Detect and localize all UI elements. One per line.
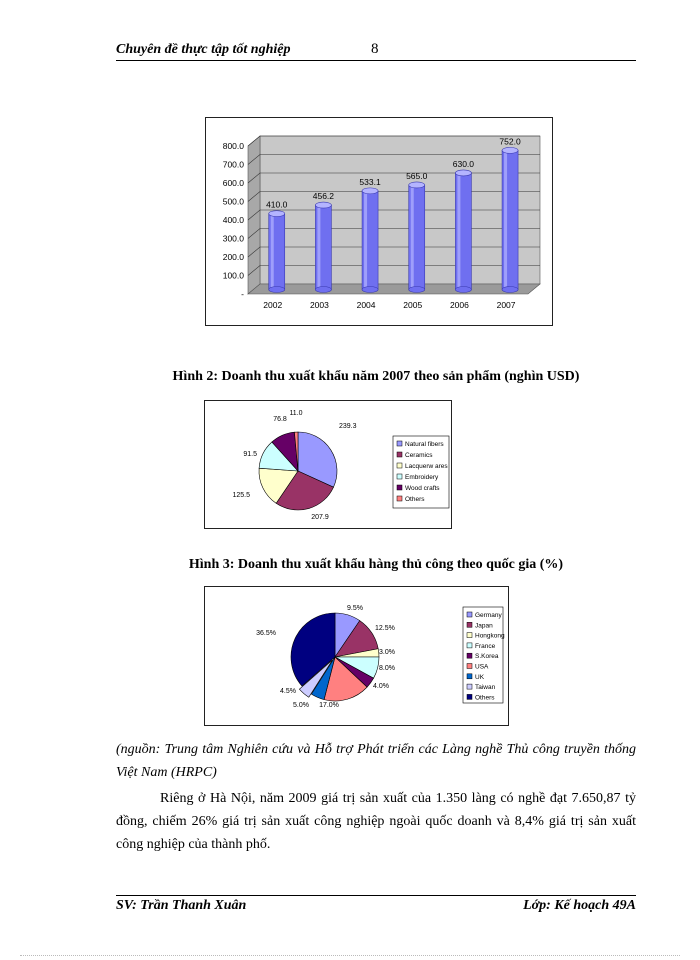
y-tick-label: - bbox=[241, 289, 244, 299]
bar bbox=[362, 188, 378, 293]
bar bbox=[269, 211, 285, 293]
legend-label: Ceramics bbox=[405, 452, 433, 459]
bar-top bbox=[269, 211, 285, 217]
legend-label: S.Korea bbox=[475, 653, 499, 661]
legend-label: Lacquerw ares bbox=[405, 463, 448, 470]
legend-label: USA bbox=[475, 663, 489, 671]
legend-label: Taiwan bbox=[475, 684, 496, 692]
legend-label: Hongkong bbox=[475, 632, 505, 640]
bar-highlight bbox=[271, 214, 274, 290]
y-tick-label: 500.0 bbox=[222, 196, 244, 207]
legend-swatch bbox=[397, 463, 402, 468]
bar-chart bbox=[206, 118, 552, 325]
bar-top bbox=[502, 147, 518, 153]
bar-data-label: 410.0 bbox=[266, 199, 288, 210]
legend-label: France bbox=[475, 642, 496, 650]
bar-highlight bbox=[364, 191, 367, 290]
bar bbox=[315, 202, 331, 292]
legend-swatch bbox=[467, 612, 472, 617]
chart-floor bbox=[248, 284, 540, 294]
bar-highlight bbox=[411, 185, 414, 290]
bar-base bbox=[269, 287, 285, 293]
bar-top bbox=[362, 188, 378, 194]
legend-label: Others bbox=[405, 496, 425, 503]
bar bbox=[502, 147, 518, 292]
document-title: Chuyên đề thực tập tốt nghiệp bbox=[116, 42, 291, 57]
pie-data-label: 12.5% bbox=[375, 625, 395, 632]
body-paragraph: Riêng ở Hà Nội, năm 2009 giá trị sản xuất của 1.350 làng có nghề đạt 7.650,87 tỷ đồng, chiếm 26% giá trị sản xuất công nghiệp ngoài quốc doanh và 8,4% giá trị sản xuất công nghiệp của thành phố. bbox=[116, 791, 636, 852]
y-tick-label: 600.0 bbox=[222, 178, 244, 188]
footer-class: Lớp: Kế hoạch 49A bbox=[523, 898, 636, 913]
legend-swatch bbox=[397, 474, 402, 479]
pie-data-label: 36.5% bbox=[256, 630, 276, 637]
bar-base bbox=[315, 287, 331, 293]
y-tick-label: 100.0 bbox=[222, 270, 244, 281]
bar-chart-box bbox=[205, 117, 553, 326]
pie-data-label: 4.0% bbox=[373, 683, 389, 690]
legend-swatch bbox=[467, 643, 472, 648]
bar-highlight bbox=[317, 205, 320, 289]
bar-data-label: 456.2 bbox=[312, 191, 335, 202]
x-tick-label: 2004 bbox=[356, 300, 376, 310]
pie-data-label: 207.9 bbox=[311, 514, 329, 521]
bar bbox=[455, 170, 471, 293]
x-tick-label: 2007 bbox=[496, 300, 516, 310]
country-pie-chart bbox=[205, 587, 508, 725]
pie-data-label: 239.3 bbox=[339, 423, 357, 430]
pie-data-label: 76.8 bbox=[273, 416, 287, 423]
country-pie-chart-box bbox=[204, 586, 509, 726]
x-tick-label: 2005 bbox=[403, 300, 423, 310]
legend-swatch bbox=[397, 452, 402, 457]
source-note: (nguồn: Trung tâm Nghiên cứu và Hỗ trợ Phát triển các Làng nghề Thủ công truyền thống Việt Nam (HRPC) bbox=[116, 742, 636, 780]
legend-label: Wood crafts bbox=[405, 485, 440, 492]
y-tick-label: 200.0 bbox=[222, 252, 244, 262]
pie-data-label: 8.0% bbox=[379, 665, 395, 672]
y-tick-label: 400.0 bbox=[222, 215, 244, 225]
bar-data-label: 752.0 bbox=[499, 136, 521, 147]
figure-3-caption: Hình 3: Doanh thu xuất khẩu hàng thủ công theo quốc gia (%) bbox=[188, 557, 564, 572]
legend-swatch bbox=[397, 496, 402, 501]
figure-2-caption: Hình 2: Doanh thu xuất khẩu năm 2007 theo sản phẩm (nghìn USD) bbox=[172, 369, 580, 384]
legend-swatch bbox=[467, 633, 472, 638]
legend-swatch bbox=[397, 441, 402, 446]
footer-student: SV: Trần Thanh Xuân bbox=[116, 898, 247, 913]
y-tick-label: 700.0 bbox=[222, 159, 244, 170]
pie-data-label: 125.5 bbox=[232, 492, 250, 499]
bottom-dotted-line bbox=[20, 955, 680, 956]
bar bbox=[409, 182, 425, 293]
pie-data-label: 5.0% bbox=[293, 702, 309, 709]
legend-swatch bbox=[467, 653, 472, 658]
legend-swatch bbox=[467, 664, 472, 669]
legend-swatch bbox=[467, 694, 472, 699]
legend-label: UK bbox=[475, 673, 485, 681]
bar-data-label: 565.0 bbox=[406, 170, 428, 181]
pie-data-label: 17.0% bbox=[319, 702, 339, 709]
bar-base bbox=[362, 287, 378, 293]
bar-base bbox=[409, 287, 425, 293]
bar-top bbox=[409, 182, 425, 188]
legend-swatch bbox=[467, 622, 472, 627]
y-tick-label: 300.0 bbox=[222, 233, 244, 244]
pie-data-label: 3.0% bbox=[379, 649, 395, 656]
x-tick-label: 2003 bbox=[309, 300, 329, 310]
legend-label: Germany bbox=[475, 612, 502, 619]
y-tick-label: 800.0 bbox=[222, 141, 244, 151]
x-tick-label: 2006 bbox=[449, 300, 469, 310]
legend-label: Others bbox=[475, 694, 495, 702]
bar-data-label: 630.0 bbox=[452, 158, 475, 169]
bar-data-label: 533.1 bbox=[359, 176, 381, 187]
pie-data-label: 91.5 bbox=[243, 451, 257, 458]
product-pie-chart bbox=[205, 401, 451, 528]
bar-highlight bbox=[504, 150, 507, 289]
bar-top bbox=[455, 170, 471, 176]
legend-label: Natural fibers bbox=[405, 441, 444, 448]
legend-label: Japan bbox=[475, 622, 493, 630]
bar-highlight bbox=[457, 173, 460, 290]
bar-base bbox=[502, 287, 518, 293]
pie-data-label: 4.5% bbox=[280, 688, 296, 695]
pie-data-label: 9.5% bbox=[347, 605, 363, 612]
legend-label: Embroidery bbox=[405, 474, 439, 481]
bar-base bbox=[455, 287, 471, 293]
product-pie-chart-box bbox=[204, 400, 452, 529]
legend-swatch bbox=[467, 684, 472, 689]
page-number: 8 bbox=[371, 41, 379, 57]
legend-swatch bbox=[397, 485, 402, 490]
x-tick-label: 2002 bbox=[263, 300, 283, 310]
page-footer bbox=[116, 895, 636, 918]
legend-swatch bbox=[467, 674, 472, 679]
bar-top bbox=[315, 202, 331, 208]
page-header bbox=[116, 40, 636, 61]
pie-data-label: 11.0 bbox=[289, 410, 303, 417]
